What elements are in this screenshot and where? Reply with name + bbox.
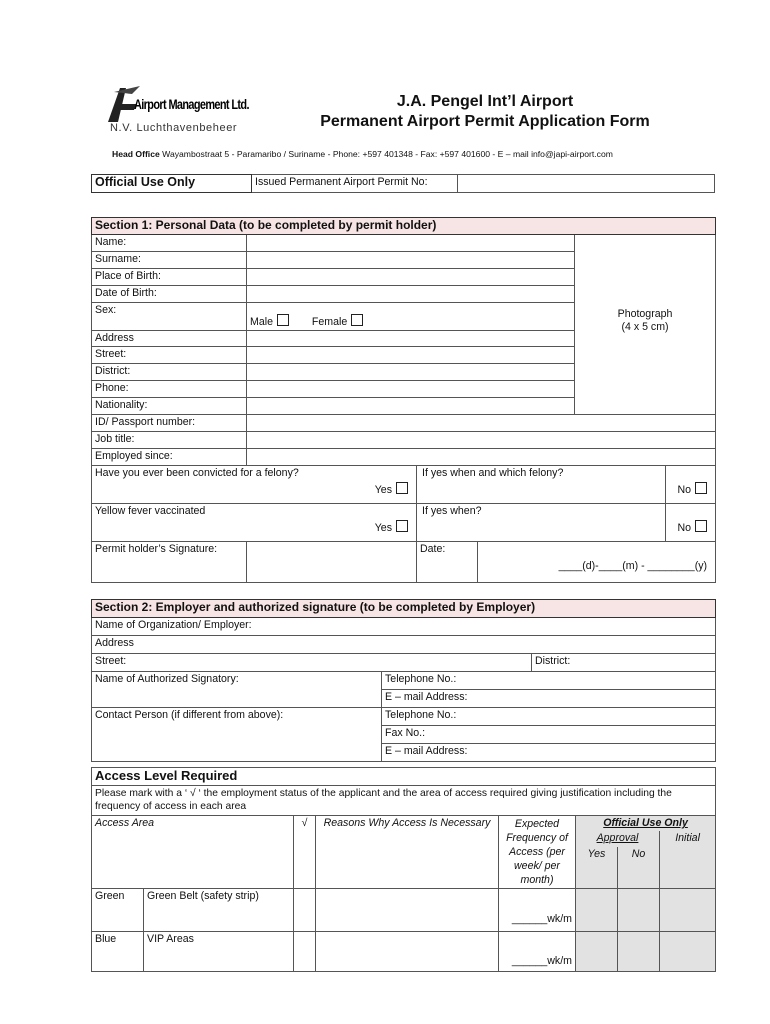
male-label: Male	[250, 316, 273, 328]
official-use-header: Official Use Only	[576, 816, 716, 832]
access-level-table	[91, 767, 716, 972]
date-label: Date:	[420, 543, 446, 555]
felony-no-label: No	[677, 484, 692, 496]
felony-question: Have you ever been convicted for a felony?	[95, 467, 299, 479]
phone-label: Phone:	[92, 381, 247, 398]
photo-label: Photograph	[617, 307, 673, 320]
name-field[interactable]	[247, 235, 575, 252]
nationality-field[interactable]	[247, 398, 575, 415]
sex-options	[247, 303, 575, 331]
date-cell[interactable]	[417, 542, 716, 583]
contact-fax-label[interactable]: Fax No.:	[382, 726, 716, 744]
felony-yes-option	[375, 482, 408, 497]
initial-header: Initial	[660, 831, 716, 889]
address-label: Address	[92, 331, 247, 347]
yellow-fever-cell	[92, 504, 417, 542]
approval-no-cell	[618, 889, 660, 932]
col-reasons: Reasons Why Access Is Necessary	[316, 816, 499, 889]
male-checkbox[interactable]	[277, 314, 289, 326]
title-line-1: J.A. Pengel Int’l Airport	[396, 93, 574, 110]
approval-yes-header: Yes	[576, 847, 618, 889]
company-logo	[106, 84, 256, 136]
reason-field[interactable]	[316, 889, 499, 932]
district-label: District:	[92, 364, 247, 381]
check-cell[interactable]	[294, 889, 316, 932]
head-office-text: Wayambostraat 5 - Paramaribo / Suriname - Phone: +597 401348 - Fax: +597 401600 - E – mail info@japi-airport.com	[162, 149, 613, 159]
employed-since-field[interactable]	[247, 449, 716, 466]
place-of-birth-field[interactable]	[247, 269, 575, 286]
approval-yes-cell	[576, 889, 618, 932]
employer-address-label: Address	[92, 636, 716, 654]
employed-since-label: Employed since:	[92, 449, 247, 466]
employer-district-label: District:	[535, 655, 571, 667]
surname-field[interactable]	[247, 252, 575, 269]
job-title-field[interactable]	[247, 432, 716, 449]
sex-label: Sex:	[92, 303, 247, 331]
yf-no-divider	[665, 504, 666, 541]
contact-person-label[interactable]: Contact Person (if different from above):	[92, 708, 382, 762]
area-label: Green Belt (safety strip)	[144, 889, 294, 932]
job-title-label: Job title:	[92, 432, 247, 449]
official-use-table	[91, 174, 715, 193]
contact-telephone-label[interactable]: Telephone No.:	[382, 708, 716, 726]
yf-when-cell[interactable]	[417, 504, 716, 542]
felony-yes-checkbox[interactable]	[396, 482, 408, 494]
place-of-birth-label: Place of Birth:	[92, 269, 247, 286]
section1-table	[91, 217, 716, 583]
col-check-mark: √	[294, 816, 316, 889]
access-row-green	[92, 889, 716, 932]
auth-signatory-label[interactable]: Name of Authorized Signatory:	[92, 672, 382, 708]
signature-label: Permit holder’s Signature:	[92, 542, 247, 583]
section2-table	[91, 599, 716, 762]
access-row-blue	[92, 932, 716, 972]
district-field[interactable]	[247, 364, 575, 381]
yf-yes-label: Yes	[374, 522, 392, 534]
felony-no-option	[678, 482, 708, 497]
col-frequency: Expected Frequency of Access (per week/ per month)	[499, 816, 576, 889]
yf-no-checkbox[interactable]	[695, 520, 707, 532]
felony-when-cell[interactable]	[417, 466, 716, 504]
organization-label[interactable]: Name of Organization/ Employer:	[92, 618, 716, 636]
id-passport-field[interactable]	[247, 415, 716, 432]
zone-label: Blue	[92, 932, 144, 972]
permit-no-field[interactable]	[458, 175, 715, 193]
date-of-birth-field[interactable]	[247, 286, 575, 303]
yf-no-label: No	[677, 522, 692, 534]
felony-no-checkbox[interactable]	[695, 482, 707, 494]
frequency-field[interactable]: ______wk/m	[499, 932, 576, 972]
title-line-2: Permanent Airport Permit Application Form	[320, 113, 650, 130]
official-use-label: Official Use Only	[92, 175, 252, 193]
initial-cell	[660, 932, 716, 972]
approval-yes-cell	[576, 932, 618, 972]
employer-district-cell[interactable]	[532, 654, 716, 672]
initial-cell	[660, 889, 716, 932]
yellow-fever-label: Yellow fever vaccinated	[95, 505, 206, 517]
access-heading: Access Level Required	[92, 768, 716, 786]
head-office-line	[112, 149, 613, 159]
date-format: ____(d)-____(m) - ________(y)	[558, 560, 708, 572]
yf-yes-checkbox[interactable]	[396, 520, 408, 532]
form-title	[300, 92, 670, 132]
approval-no-cell	[618, 932, 660, 972]
employer-street-label[interactable]: Street:	[92, 654, 532, 672]
section1-heading: Section 1: Personal Data (to be completed by permit holder)	[92, 218, 716, 235]
female-label: Female	[311, 316, 348, 328]
area-label: VIP Areas	[144, 932, 294, 972]
felony-question-cell	[92, 466, 417, 504]
auth-telephone-label[interactable]: Telephone No.:	[382, 672, 716, 690]
name-label: Name:	[92, 235, 247, 252]
date-of-birth-label: Date of Birth:	[92, 286, 247, 303]
yf-yes-option	[375, 520, 408, 535]
logo-sub-text: N.V. Luchthavenbeheer	[110, 122, 238, 134]
street-field[interactable]	[247, 347, 575, 364]
col-access-area: Access Area	[92, 816, 294, 889]
reason-field[interactable]	[316, 932, 499, 972]
approval-header: Approval	[576, 831, 660, 847]
permit-no-label: Issued Permanent Airport Permit No:	[252, 175, 458, 193]
approval-no-header: No	[618, 847, 660, 889]
surname-label: Surname:	[92, 252, 247, 269]
address-spacer	[247, 331, 575, 347]
photograph-box	[575, 235, 716, 415]
photo-size: (4 x 5 cm)	[621, 320, 669, 333]
auth-email-label[interactable]: E – mail Address:	[382, 690, 716, 708]
felony-when-label: If yes when and which felony?	[422, 467, 564, 479]
signature-field[interactable]	[247, 542, 417, 583]
head-office-label: Head Office	[112, 149, 160, 159]
phone-field[interactable]	[247, 381, 575, 398]
female-checkbox[interactable]	[351, 314, 363, 326]
yf-when-label: If yes when?	[422, 505, 482, 517]
felony-yes-label: Yes	[374, 484, 392, 496]
frequency-field[interactable]: ______wk/m	[499, 889, 576, 932]
id-passport-label: ID/ Passport number:	[92, 415, 247, 432]
district-divider	[532, 654, 533, 671]
logo-main-text: Airport Management Ltd.	[134, 96, 249, 112]
access-instructions: Please mark with a ‘ √ ‘ the employment status of the applicant and the area of access required giving justification including the frequency of access in each area	[92, 786, 716, 816]
yf-no-option	[678, 520, 708, 535]
check-cell[interactable]	[294, 932, 316, 972]
date-divider	[477, 542, 478, 582]
nationality-label: Nationality:	[92, 398, 247, 415]
zone-label: Green	[92, 889, 144, 932]
section2-heading: Section 2: Employer and authorized signature (to be completed by Employer)	[92, 600, 716, 618]
street-label: Street:	[92, 347, 247, 364]
contact-email-label[interactable]: E – mail Address:	[382, 744, 716, 762]
